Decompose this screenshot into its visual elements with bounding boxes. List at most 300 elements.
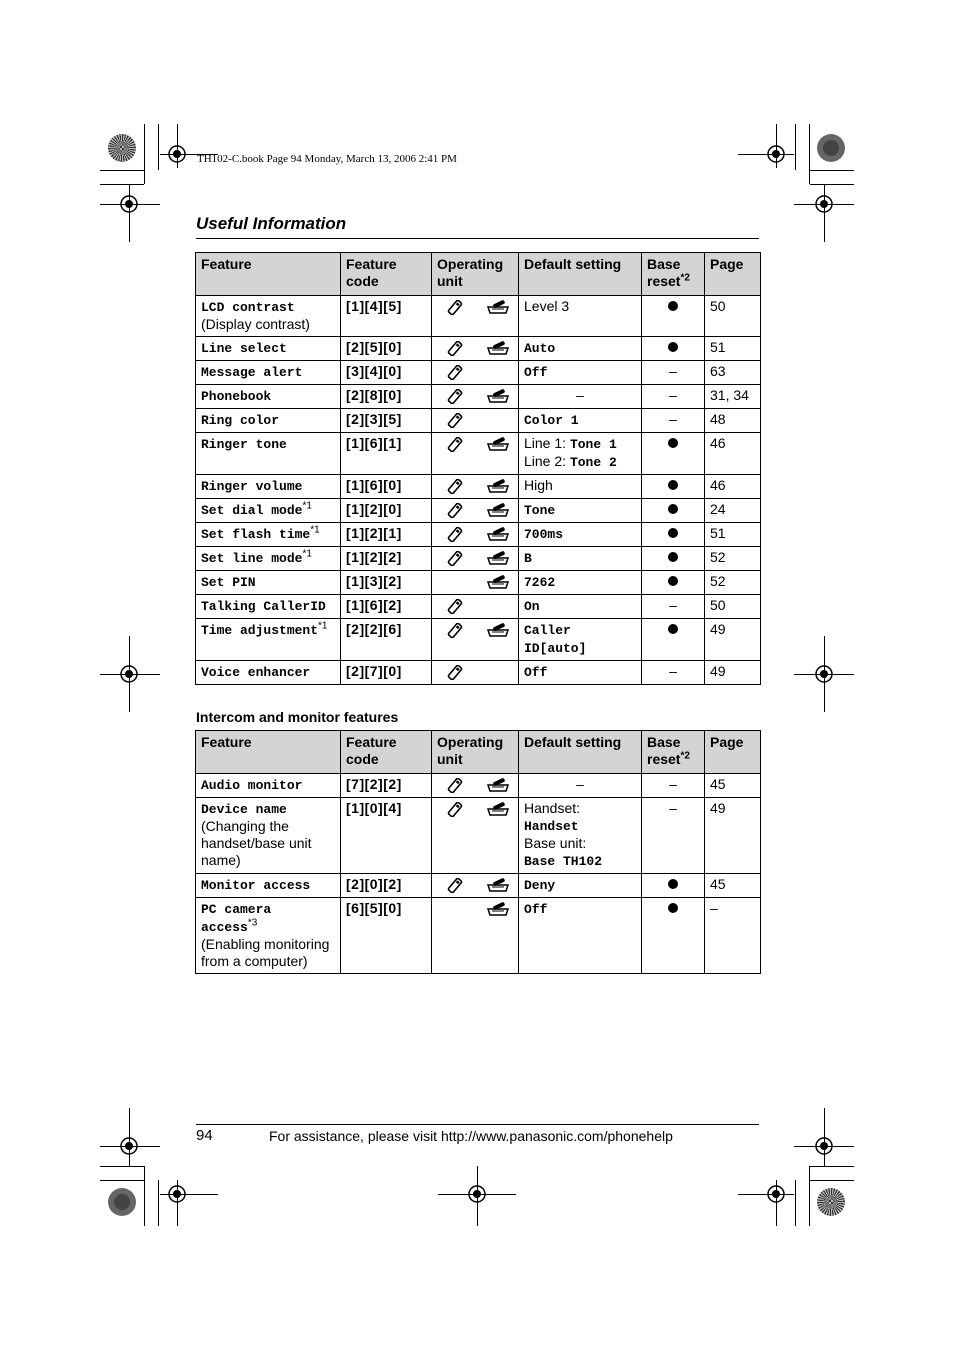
operating-unit-cell [432, 499, 519, 523]
default-setting-value: Tone [524, 503, 556, 518]
feature-code-cell [341, 499, 432, 523]
operating-unit-icons [437, 339, 513, 356]
base-unit-icon [487, 479, 509, 494]
header-feature-code: Feature code [341, 731, 432, 774]
feature-name: PC camera access [201, 902, 272, 935]
feature-code-cell [341, 547, 432, 571]
header-operating-unit: Operating unit [432, 731, 519, 774]
default-setting-cell [519, 361, 642, 385]
page-ref: 49 [710, 663, 726, 679]
default-setting-cell [519, 385, 642, 409]
page-ref: 46 [710, 477, 726, 493]
page-cell [705, 499, 761, 523]
default-setting-cell [519, 337, 642, 361]
default-setting-value: Color 1 [524, 413, 579, 428]
default-setting-value: Base TH102 [524, 854, 603, 869]
table-row [196, 571, 761, 595]
default-setting-value: Deny [524, 878, 556, 893]
table-row [196, 296, 761, 337]
feature-name: Ringer volume [201, 479, 303, 494]
page-cell [705, 296, 761, 337]
default-setting-cell [519, 874, 642, 898]
feature-cell [196, 296, 341, 337]
default-setting-cell [519, 409, 642, 433]
header-default-setting: Default setting [519, 253, 642, 296]
registration-mark-icon [464, 1181, 490, 1207]
header-feature: Feature [196, 731, 341, 774]
table-row [196, 409, 761, 433]
section-title: Useful Information [196, 214, 347, 233]
default-setting-value: Off [524, 365, 548, 380]
base-reset-cell [642, 499, 705, 523]
page-ref: 45 [710, 876, 726, 892]
operating-unit-icons [437, 477, 513, 494]
header-base-reset [642, 731, 705, 774]
base-reset-cell [642, 874, 705, 898]
feature-cell [196, 361, 341, 385]
page-ref: 46 [710, 435, 726, 451]
filled-dot-icon [668, 879, 678, 889]
feature-name: Talking CallerID [201, 599, 326, 614]
operating-unit-cell [432, 547, 519, 571]
footer-rule [196, 1124, 759, 1125]
page-ref: 45 [710, 776, 726, 792]
operating-unit-icons [437, 573, 513, 590]
handset-icon [447, 623, 463, 638]
feature-code-cell [341, 661, 432, 685]
feature-name: Line select [201, 341, 287, 356]
registration-mark-icon [116, 661, 142, 687]
feature-name: Ring color [201, 413, 280, 428]
handset-icon [447, 802, 463, 817]
feature-code-cell [341, 523, 432, 547]
color-bar-disc-icon [108, 134, 136, 162]
page-cell [705, 874, 761, 898]
default-setting-label: Base unit: [524, 835, 587, 851]
feature-cell [196, 571, 341, 595]
page-cell [705, 571, 761, 595]
feature-code-cell [341, 361, 432, 385]
registration-mark-icon [164, 141, 190, 167]
default-setting-cell [519, 661, 642, 685]
table-row [196, 774, 761, 798]
table-row [196, 499, 761, 523]
operating-unit-cell [432, 774, 519, 798]
feature-cell [196, 661, 341, 685]
page-cell [705, 475, 761, 499]
feature-note: (Enabling monitoring from a computer) [201, 936, 330, 969]
operating-unit-icons [437, 387, 513, 404]
operating-unit-cell [432, 409, 519, 433]
header-page: Page [705, 253, 761, 296]
handset-icon [447, 479, 463, 494]
registration-mark-icon [116, 191, 142, 217]
default-setting-value: High [524, 477, 553, 493]
feature-code: [1][6][1] [346, 435, 402, 451]
gray-disc-icon [108, 1188, 136, 1216]
feature-code: [1][2][0] [346, 501, 402, 517]
operating-unit-icons [437, 876, 513, 893]
page-ref: 51 [710, 525, 726, 541]
table-row [196, 361, 761, 385]
operating-unit-icons [437, 776, 513, 793]
feature-code-cell [341, 798, 432, 874]
page-cell [705, 798, 761, 874]
table-row [196, 547, 761, 571]
feature-code: [1][2][2] [346, 549, 402, 565]
registration-mark-icon [116, 1133, 142, 1159]
feature-footnote-mark: *1 [302, 548, 312, 560]
base-unit-icon [487, 575, 509, 590]
table-row [196, 385, 761, 409]
feature-code-cell [341, 433, 432, 475]
registration-mark-icon [164, 1181, 190, 1207]
page-ref: 52 [710, 549, 726, 565]
feature-code: [2][3][5] [346, 411, 402, 427]
default-setting-cell [519, 547, 642, 571]
page-ref: 52 [710, 573, 726, 589]
base-unit-icon [487, 389, 509, 404]
default-setting-value: Tone 2 [569, 455, 617, 470]
page-cell [705, 433, 761, 475]
default-setting-value: – [576, 387, 584, 403]
page-cell [705, 361, 761, 385]
operating-unit-icons [437, 621, 513, 638]
filled-dot-icon [668, 903, 678, 913]
default-setting-cell [519, 798, 642, 874]
feature-cell [196, 475, 341, 499]
page-ref: 51 [710, 339, 726, 355]
feature-code-cell [341, 409, 432, 433]
default-setting-value: 700ms [524, 527, 564, 542]
operating-unit-icons [437, 298, 513, 315]
operating-unit-cell [432, 475, 519, 499]
operating-unit-cell [432, 874, 519, 898]
base-reset-value: – [669, 597, 677, 613]
table-row [196, 898, 761, 974]
handset-icon [447, 665, 463, 680]
feature-cell [196, 619, 341, 661]
operating-unit-icons [437, 663, 513, 680]
feature-code: [1][3][2] [346, 573, 402, 589]
feature-code: [7][2][2] [346, 776, 402, 792]
filled-dot-icon [668, 342, 678, 352]
handset-icon [447, 878, 463, 893]
color-bar-disc-icon [817, 1188, 845, 1216]
base-reset-cell [642, 898, 705, 974]
feature-footnote-mark: *1 [310, 524, 320, 536]
handset-icon [447, 503, 463, 518]
filled-dot-icon [668, 624, 678, 634]
feature-code-cell [341, 874, 432, 898]
table-row [196, 595, 761, 619]
default-setting-value: Level 3 [524, 298, 570, 314]
base-unit-icon [487, 503, 509, 518]
feature-code-cell [341, 774, 432, 798]
base-reset-cell [642, 798, 705, 874]
base-reset-value: – [669, 387, 677, 403]
page-cell [705, 774, 761, 798]
operating-unit-cell [432, 571, 519, 595]
page-cell [705, 337, 761, 361]
default-setting-value: 7262 [524, 575, 556, 590]
intercom-features-table [195, 730, 761, 974]
base-unit-icon [487, 341, 509, 356]
base-unit-icon [487, 527, 509, 542]
feature-name: Message alert [201, 365, 303, 380]
feature-code-cell [341, 619, 432, 661]
feature-note: (Display contrast) [201, 316, 310, 332]
feature-footnote-mark: *1 [318, 620, 328, 632]
feature-cell [196, 409, 341, 433]
feature-cell [196, 433, 341, 475]
feature-cell [196, 595, 341, 619]
header-page: Page [705, 731, 761, 774]
filled-dot-icon [668, 528, 678, 538]
default-setting-value: Off [524, 902, 548, 917]
page-cell [705, 385, 761, 409]
handset-icon [447, 389, 463, 404]
page-number: 94 [196, 1127, 213, 1144]
filled-dot-icon [668, 504, 678, 514]
feature-name: Set dial mode [201, 503, 303, 518]
operating-unit-icons [437, 525, 513, 542]
default-setting-cell [519, 296, 642, 337]
feature-code-cell [341, 385, 432, 409]
default-setting-cell [519, 499, 642, 523]
page-ref: 48 [710, 411, 726, 427]
default-setting-cell [519, 619, 642, 661]
handset-icon [447, 778, 463, 793]
base-reset-cell [642, 337, 705, 361]
page-ref: 49 [710, 800, 726, 816]
default-setting-value: – [576, 776, 584, 792]
feature-footnote-mark: *3 [247, 917, 258, 929]
base-reset-cell [642, 661, 705, 685]
header-base-reset-label: Base reset [647, 256, 681, 289]
feature-name: Monitor access [201, 878, 311, 893]
header-feature-code: Feature code [341, 253, 432, 296]
table-row [196, 798, 761, 874]
filled-dot-icon [668, 552, 678, 562]
base-reset-cell [642, 547, 705, 571]
filled-dot-icon [668, 576, 678, 586]
header-base-reset-note: *2 [680, 750, 690, 762]
handset-icon [447, 527, 463, 542]
default-setting-value: On [524, 599, 540, 614]
registration-mark-icon [811, 191, 837, 217]
base-reset-cell [642, 409, 705, 433]
operating-unit-cell [432, 619, 519, 661]
feature-cell [196, 385, 341, 409]
feature-name: LCD contrast [201, 300, 295, 315]
header-base-reset [642, 253, 705, 296]
base-reset-cell [642, 774, 705, 798]
page-cell [705, 409, 761, 433]
operating-unit-icons [437, 597, 513, 614]
default-setting-cell [519, 898, 642, 974]
header-operating-unit: Operating unit [432, 253, 519, 296]
default-setting-label: Handset: [524, 800, 581, 816]
page-cell [705, 661, 761, 685]
feature-code: [2][2][6] [346, 621, 402, 637]
table-header-row [196, 253, 761, 296]
header-feature: Feature [196, 253, 341, 296]
base-unit-icon [487, 802, 509, 817]
base-reset-cell [642, 296, 705, 337]
handset-icon [447, 365, 463, 380]
default-setting-cell [519, 595, 642, 619]
feature-code-cell [341, 571, 432, 595]
operating-unit-cell [432, 898, 519, 974]
base-reset-value: – [669, 663, 677, 679]
operating-unit-cell [432, 296, 519, 337]
handset-icon [447, 413, 463, 428]
default-setting-value: Handset [524, 819, 579, 834]
header-base-reset-label: Base reset [647, 734, 681, 767]
table-row [196, 433, 761, 475]
filled-dot-icon [668, 301, 678, 311]
feature-code: [1][0][4] [346, 800, 402, 816]
feature-name: Set line mode [201, 551, 303, 566]
operating-unit-cell [432, 523, 519, 547]
feature-code-cell [341, 898, 432, 974]
filled-dot-icon [668, 438, 678, 448]
default-setting-value: Off [524, 665, 548, 680]
page-cell [705, 898, 761, 974]
feature-code: [1][6][2] [346, 597, 402, 613]
feature-code: [6][5][0] [346, 900, 402, 916]
intercom-subheading: Intercom and monitor features [196, 709, 399, 725]
default-setting-cell [519, 571, 642, 595]
operating-unit-icons [437, 501, 513, 518]
base-unit-icon [487, 778, 509, 793]
header-rule [196, 238, 759, 239]
page-ref: 31, 34 [710, 387, 749, 403]
feature-note: (Changing the handset/base unit name) [201, 818, 312, 868]
base-reset-cell [642, 475, 705, 499]
feature-cell [196, 523, 341, 547]
operating-unit-cell [432, 661, 519, 685]
base-reset-cell [642, 385, 705, 409]
base-reset-value: – [669, 800, 677, 816]
feature-name: Set PIN [201, 575, 256, 590]
filled-dot-icon [668, 480, 678, 490]
table-row [196, 337, 761, 361]
operating-unit-cell [432, 433, 519, 475]
operating-unit-icons [437, 411, 513, 428]
page-cell [705, 523, 761, 547]
base-reset-cell [642, 571, 705, 595]
feature-code: [2][0][2] [346, 876, 402, 892]
operating-unit-icons [437, 549, 513, 566]
base-reset-value: – [669, 776, 677, 792]
default-setting-cell [519, 433, 642, 475]
page-ref: 50 [710, 298, 726, 314]
feature-name: Device name [201, 802, 287, 817]
operating-unit-cell [432, 337, 519, 361]
feature-cell [196, 499, 341, 523]
feature-code: [1][4][5] [346, 298, 402, 314]
page-cell [705, 547, 761, 571]
feature-cell [196, 898, 341, 974]
feature-cell [196, 874, 341, 898]
table-row [196, 661, 761, 685]
feature-name: Voice enhancer [201, 665, 311, 680]
operating-unit-icons [437, 800, 513, 817]
page-cell [705, 595, 761, 619]
handset-icon [447, 599, 463, 614]
page-ref: 50 [710, 597, 726, 613]
base-reset-value: – [669, 411, 677, 427]
base-reset-cell [642, 619, 705, 661]
base-unit-icon [487, 902, 509, 917]
handset-icon [447, 437, 463, 452]
feature-code: [3][4][0] [346, 363, 402, 379]
feature-code: [2][8][0] [346, 387, 402, 403]
operating-unit-cell [432, 798, 519, 874]
file-info: TH102-C.book Page 94 Monday, March 13, 2006 2:41 PM [197, 153, 457, 165]
registration-mark-icon [763, 141, 789, 167]
feature-footnote-mark: *1 [302, 500, 312, 512]
gray-disc-icon [817, 134, 845, 162]
handset-icon [447, 551, 463, 566]
operating-unit-cell [432, 385, 519, 409]
operating-unit-icons [437, 900, 513, 917]
feature-code-cell [341, 337, 432, 361]
base-unit-icon [487, 551, 509, 566]
default-setting-cell [519, 475, 642, 499]
default-setting-label: Line 1: [524, 435, 570, 451]
footer-assistance-text: For assistance, please visit http://www.panasonic.com/phonehelp [269, 1128, 673, 1144]
page-ref: – [710, 900, 718, 916]
registration-mark-icon [811, 661, 837, 687]
header-default-setting: Default setting [519, 731, 642, 774]
default-setting-value: Auto [524, 341, 556, 356]
feature-cell [196, 337, 341, 361]
header-base-reset-note: *2 [680, 272, 690, 284]
feature-code: [2][7][0] [346, 663, 402, 679]
operating-unit-cell [432, 361, 519, 385]
feature-cell [196, 798, 341, 874]
feature-name: Phonebook [201, 389, 272, 404]
page-ref: 24 [710, 501, 726, 517]
base-reset-cell [642, 595, 705, 619]
feature-name: Set flash time [201, 527, 311, 542]
feature-name: Audio monitor [201, 778, 303, 793]
page-cell [705, 619, 761, 661]
base-unit-icon [487, 623, 509, 638]
base-unit-icon [487, 437, 509, 452]
default-setting-value: Caller ID[auto] [524, 623, 587, 656]
feature-code: [1][2][1] [346, 525, 402, 541]
feature-name: Ringer tone [201, 437, 287, 452]
table-row [196, 619, 761, 661]
base-unit-icon [487, 878, 509, 893]
operating-unit-cell [432, 595, 519, 619]
handset-icon [447, 300, 463, 315]
operating-unit-icons [437, 435, 513, 452]
base-reset-value: – [669, 363, 677, 379]
default-setting-value: Tone 1 [569, 437, 617, 452]
feature-name: Time adjustment [201, 623, 319, 638]
table-row [196, 475, 761, 499]
feature-code-cell [341, 595, 432, 619]
feature-code-cell [341, 475, 432, 499]
table-row [196, 523, 761, 547]
registration-mark-icon [763, 1181, 789, 1207]
feature-code: [1][6][0] [346, 477, 402, 493]
